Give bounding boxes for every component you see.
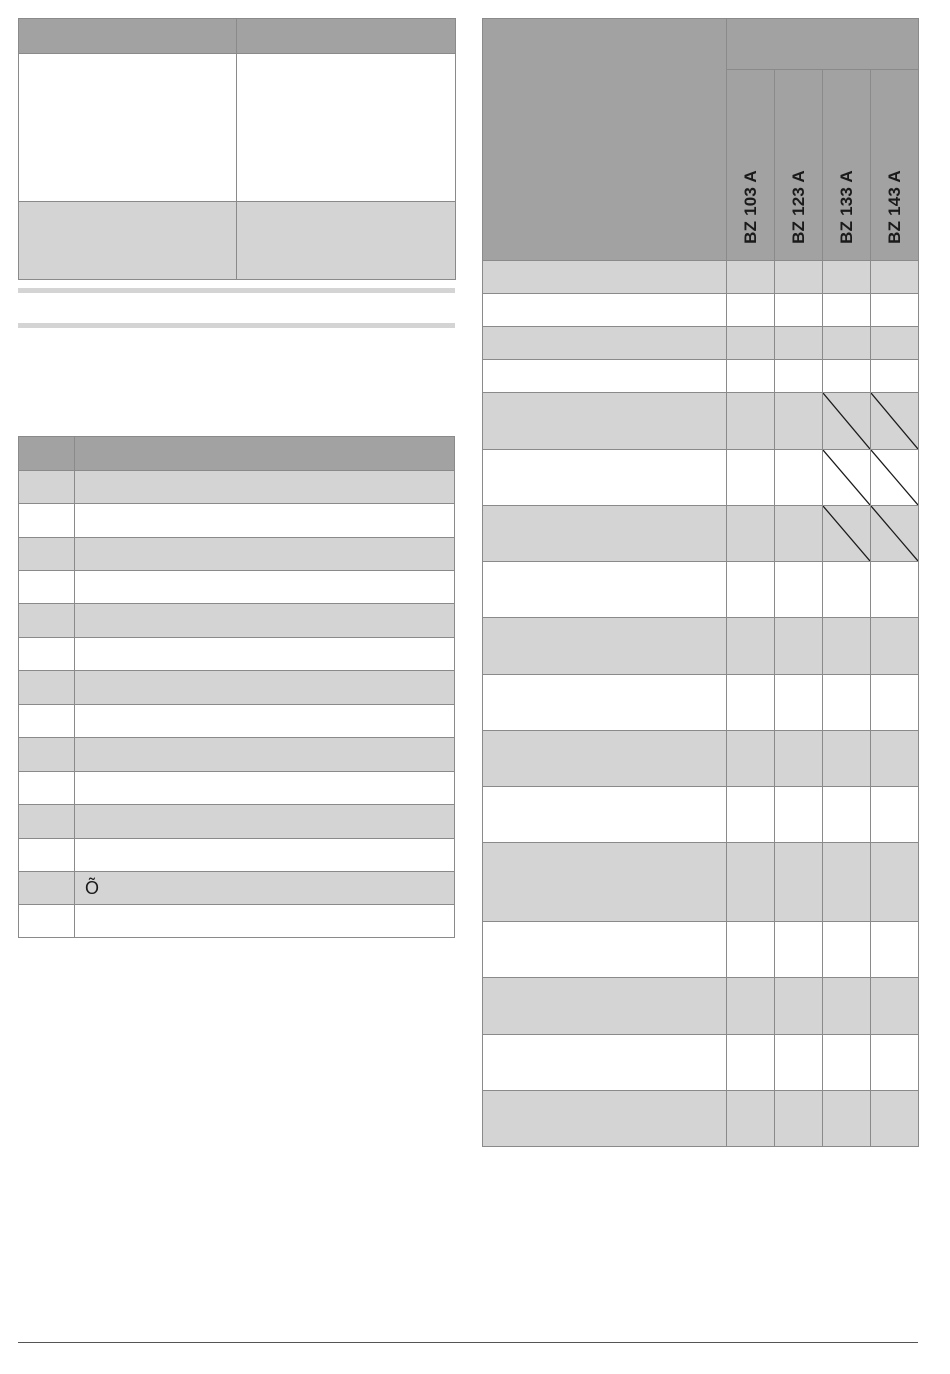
model-cell xyxy=(823,294,871,327)
model-cell xyxy=(727,450,775,506)
model-cell xyxy=(775,562,823,618)
model-cell xyxy=(727,787,775,843)
desc-cell xyxy=(75,671,455,705)
model-cell xyxy=(871,1091,919,1147)
model-table-row xyxy=(483,731,919,787)
not-applicable-cell xyxy=(823,506,871,562)
model-cell xyxy=(727,618,775,675)
model-cell xyxy=(775,360,823,393)
feature-cell xyxy=(483,675,727,731)
model-cell xyxy=(871,360,919,393)
feature-cell xyxy=(483,1091,727,1147)
feature-cell xyxy=(483,562,727,618)
model-cell xyxy=(775,506,823,562)
model-cell xyxy=(775,922,823,978)
model-label: BZ 133 A xyxy=(836,170,856,244)
model-table-row xyxy=(483,450,919,506)
model-cell xyxy=(871,731,919,787)
not-applicable-cell xyxy=(823,450,871,506)
model-cell xyxy=(775,1035,823,1091)
feature-cell xyxy=(483,1035,727,1091)
desc-cell xyxy=(75,839,455,872)
code-cell xyxy=(19,538,75,571)
model-table-row xyxy=(483,843,919,922)
feature-cell xyxy=(483,618,727,675)
model-table-row xyxy=(483,327,919,360)
model-cell xyxy=(775,261,823,294)
model-cell xyxy=(871,922,919,978)
code-cell xyxy=(19,772,75,805)
not-applicable-cell xyxy=(871,450,919,506)
model-table-row xyxy=(483,360,919,393)
model-cell xyxy=(871,978,919,1035)
model-table-row xyxy=(483,787,919,843)
model-cell xyxy=(823,922,871,978)
desc-cell xyxy=(75,538,455,571)
model-cell xyxy=(871,294,919,327)
model-cell xyxy=(871,675,919,731)
desc-cell xyxy=(75,805,455,839)
model-cell xyxy=(871,843,919,922)
desc-cell xyxy=(75,604,455,638)
model-cell xyxy=(823,843,871,922)
model-cell xyxy=(775,327,823,360)
top-table-cell xyxy=(19,54,237,202)
model-table xyxy=(482,18,919,1147)
model-table-row xyxy=(483,675,919,731)
desc-cell xyxy=(75,772,455,805)
feature-cell xyxy=(483,360,727,393)
feature-cell xyxy=(483,294,727,327)
model-table-row xyxy=(483,393,919,450)
desc-cell xyxy=(75,738,455,772)
model-table-row xyxy=(483,294,919,327)
model-cell xyxy=(823,675,871,731)
model-cell xyxy=(871,787,919,843)
top-info-table xyxy=(18,18,456,280)
model-cell xyxy=(871,618,919,675)
model-cell xyxy=(727,731,775,787)
model-cell xyxy=(823,731,871,787)
feature-cell xyxy=(483,393,727,450)
model-header-bz103a xyxy=(727,70,775,261)
model-cell xyxy=(727,843,775,922)
feature-cell xyxy=(483,261,727,294)
desc-cell: Õ xyxy=(75,872,455,905)
model-cell xyxy=(775,393,823,450)
feature-cell xyxy=(483,327,727,360)
not-applicable-cell xyxy=(871,393,919,450)
model-table-header-feature xyxy=(483,19,727,261)
code-table-header-desc xyxy=(75,437,455,471)
model-cell xyxy=(823,978,871,1035)
top-table-header-left xyxy=(19,19,237,54)
desc-cell xyxy=(75,705,455,738)
code-cell xyxy=(19,671,75,705)
model-table-header-group xyxy=(727,19,919,70)
feature-cell xyxy=(483,787,727,843)
desc-cell xyxy=(75,504,455,538)
model-cell xyxy=(775,294,823,327)
code-cell xyxy=(19,872,75,905)
diagonal-strike-icon xyxy=(871,393,918,449)
model-cell xyxy=(871,1035,919,1091)
separator-bar xyxy=(18,288,455,293)
model-cell xyxy=(823,787,871,843)
model-cell xyxy=(775,618,823,675)
top-table-header-right xyxy=(237,19,456,54)
code-cell xyxy=(19,571,75,604)
code-cell xyxy=(19,805,75,839)
model-cell xyxy=(823,327,871,360)
diagonal-strike-icon xyxy=(871,506,918,561)
model-cell xyxy=(823,618,871,675)
code-cell xyxy=(19,504,75,538)
model-cell xyxy=(727,978,775,1035)
top-table-cell xyxy=(237,202,456,280)
code-cell xyxy=(19,839,75,872)
feature-cell xyxy=(483,978,727,1035)
top-table-cell xyxy=(237,54,456,202)
diagonal-strike-icon xyxy=(871,450,918,505)
model-label: BZ 143 A xyxy=(884,170,904,244)
code-cell xyxy=(19,705,75,738)
model-header-bz133a xyxy=(823,70,871,261)
model-cell xyxy=(823,562,871,618)
code-cell xyxy=(19,738,75,772)
model-cell xyxy=(775,731,823,787)
code-cell xyxy=(19,604,75,638)
code-cell xyxy=(19,905,75,938)
model-cell xyxy=(823,1035,871,1091)
feature-cell xyxy=(483,922,727,978)
model-cell xyxy=(727,294,775,327)
separator-bar xyxy=(18,323,455,328)
model-label: BZ 103 A xyxy=(740,170,760,244)
desc-cell xyxy=(75,571,455,604)
model-cell xyxy=(775,1091,823,1147)
feature-cell xyxy=(483,450,727,506)
model-cell xyxy=(871,327,919,360)
code-table xyxy=(18,436,455,938)
model-table-row xyxy=(483,922,919,978)
model-cell xyxy=(727,506,775,562)
model-cell xyxy=(775,450,823,506)
model-table-row xyxy=(483,506,919,562)
model-cell xyxy=(727,1035,775,1091)
code-table-header-code xyxy=(19,437,75,471)
model-cell xyxy=(727,327,775,360)
top-table-cell xyxy=(19,202,237,280)
model-cell xyxy=(871,562,919,618)
model-cell xyxy=(823,261,871,294)
model-cell xyxy=(727,675,775,731)
feature-cell xyxy=(483,843,727,922)
desc-cell xyxy=(75,905,455,938)
model-cell xyxy=(727,922,775,978)
model-cell xyxy=(871,261,919,294)
model-cell xyxy=(775,978,823,1035)
desc-cell xyxy=(75,471,455,504)
model-table-row xyxy=(483,1091,919,1147)
feature-cell xyxy=(483,731,727,787)
model-cell xyxy=(727,261,775,294)
model-cell xyxy=(727,360,775,393)
code-cell xyxy=(19,638,75,671)
footer-rule xyxy=(18,1342,918,1343)
not-applicable-cell xyxy=(823,393,871,450)
model-header-bz123a xyxy=(775,70,823,261)
model-cell xyxy=(727,393,775,450)
not-applicable-cell xyxy=(871,506,919,562)
diagonal-strike-icon xyxy=(823,393,870,449)
model-table-row xyxy=(483,618,919,675)
model-table-row xyxy=(483,1035,919,1091)
model-cell xyxy=(823,360,871,393)
model-cell xyxy=(823,1091,871,1147)
code-cell xyxy=(19,471,75,504)
model-cell xyxy=(775,675,823,731)
model-cell xyxy=(727,1091,775,1147)
model-label: BZ 123 A xyxy=(788,170,808,244)
diagonal-strike-icon xyxy=(823,506,870,561)
model-table-row xyxy=(483,261,919,294)
model-cell xyxy=(727,562,775,618)
feature-cell xyxy=(483,506,727,562)
model-cell xyxy=(775,843,823,922)
model-header-bz143a xyxy=(871,70,919,261)
model-table-row xyxy=(483,562,919,618)
model-cell xyxy=(775,787,823,843)
model-table-row xyxy=(483,978,919,1035)
desc-cell xyxy=(75,638,455,671)
diagonal-strike-icon xyxy=(823,450,870,505)
